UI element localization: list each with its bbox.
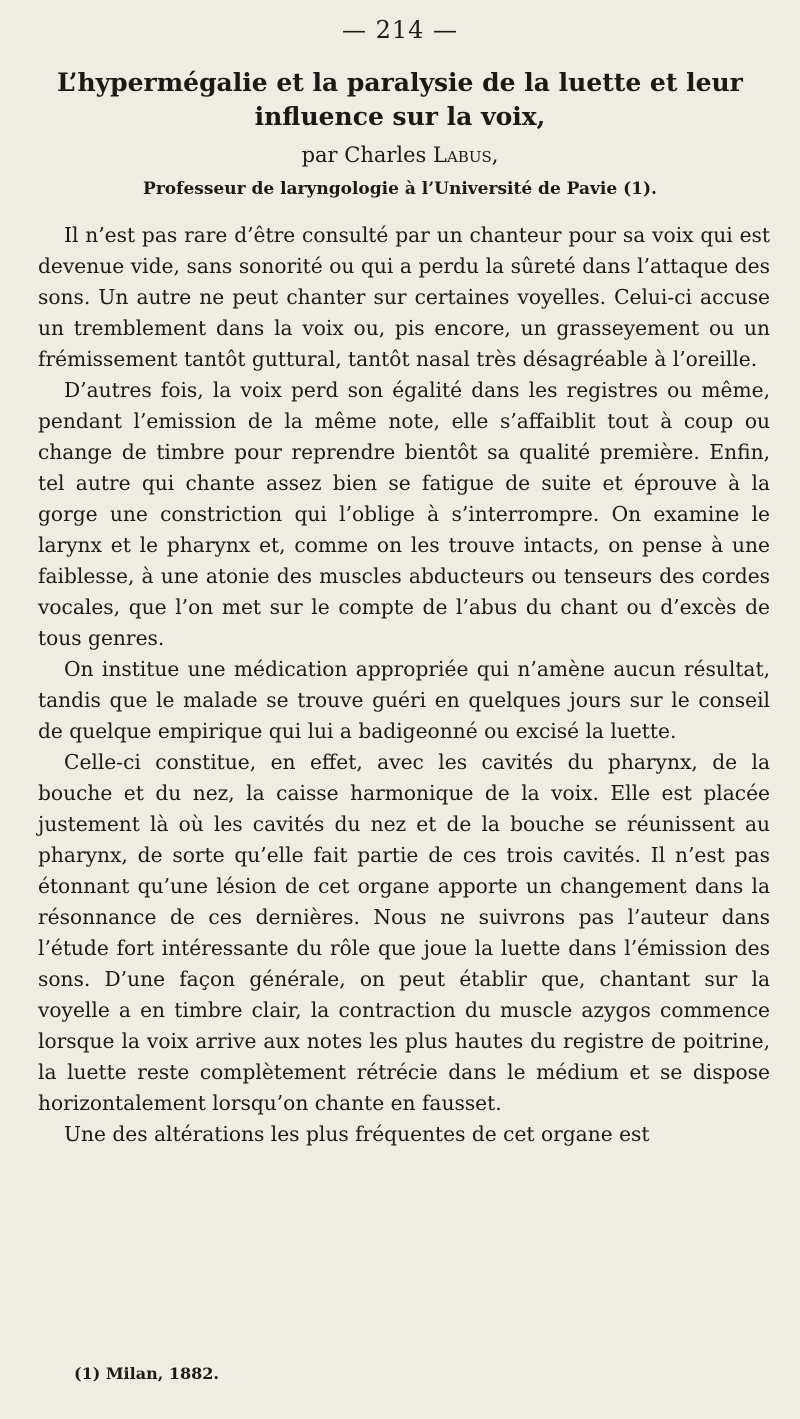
author-line <box>0 140 800 170</box>
author-name: Labus, <box>433 143 499 167</box>
author-affiliation: Professeur de laryngologie à l’Université de Pavie (1). <box>143 179 657 199</box>
footnote: (1) Milan, 1882. <box>74 1364 219 1383</box>
paragraph-3: On institue une médication appropriée qui n’amène aucun résultat, tandis que le malade se trouve guéri en quelques jours sur le conseil de quelque empirique qui lui a badigeonné ou excisé la luette. <box>38 657 770 743</box>
article-body <box>38 220 770 1150</box>
title-line-2: influence sur la voix, <box>254 102 546 131</box>
paragraph-5: Une des altérations les plus fréquentes de cet organe est <box>64 1122 650 1146</box>
article-title <box>30 66 770 134</box>
title-line-1: L’hypermégalie et la paralysie de la luette et leur <box>57 68 743 97</box>
paragraph-4: Celle-ci constitue, en effet, avec les cavités du pharynx, de la bouche et du nez, la caisse harmonique de la voix. Elle est placée justement là où les cavités du nez et de la bouche se réunissent au pharynx, de sorte qu’elle fait partie de ces trois cavités. Il n’est pas étonnant qu’une lésion de cet organe apporte un changement dans la résonnance de ces dernières. Nous ne suivrons pas l’auteur dans l’étude fort intéressante du rôle que joue la luette dans l’émission des sons. D’une façon générale, on peut établir que, chantant sur la voyelle a en timbre clair, la contraction du muscle azygos commence lorsque la voix arrive aux notes les plus hautes du registre de poitrine, la luette reste complètement rétrécie dans le médium et se dispose horizontalement lorsqu’on chante en fausset. <box>38 750 770 1115</box>
page-number: — 214 — <box>341 16 459 44</box>
author-prefix: par Charles <box>301 143 427 167</box>
paragraph-2: D’autres fois, la voix perd son égalité dans les registres ou même, pendant l’emission de la même note, elle s’affaiblit tout à coup ou change de timbre pour reprendre bientôt sa qualité première. Enfin, tel autre qui chante assez bien se fatigue de suite et éprouve à la gorge une constriction qui l’oblige à s’interrompre. On examine le larynx et le pharynx et, comme on les trouve intacts, on pense à une faiblesse, à une atonie des muscles abducteurs ou tenseurs des cordes vocales, que l’on met sur le compte de l’abus du chant ou d’excès de tous genres. <box>38 378 770 650</box>
paragraph-1: Il n’est pas rare d’être consulté par un chanteur pour sa voix qui est devenue vide, sans sonorité ou qui a perdu la sûreté dans l’attaque des sons. Un autre ne peut chanter sur certaines voyelles. Celui-ci accuse un tremblement dans la voix ou, pis encore, un grasseyement ou un frémissement tantôt guttural, tantôt nasal très désagréable à l’oreille. <box>38 223 770 371</box>
